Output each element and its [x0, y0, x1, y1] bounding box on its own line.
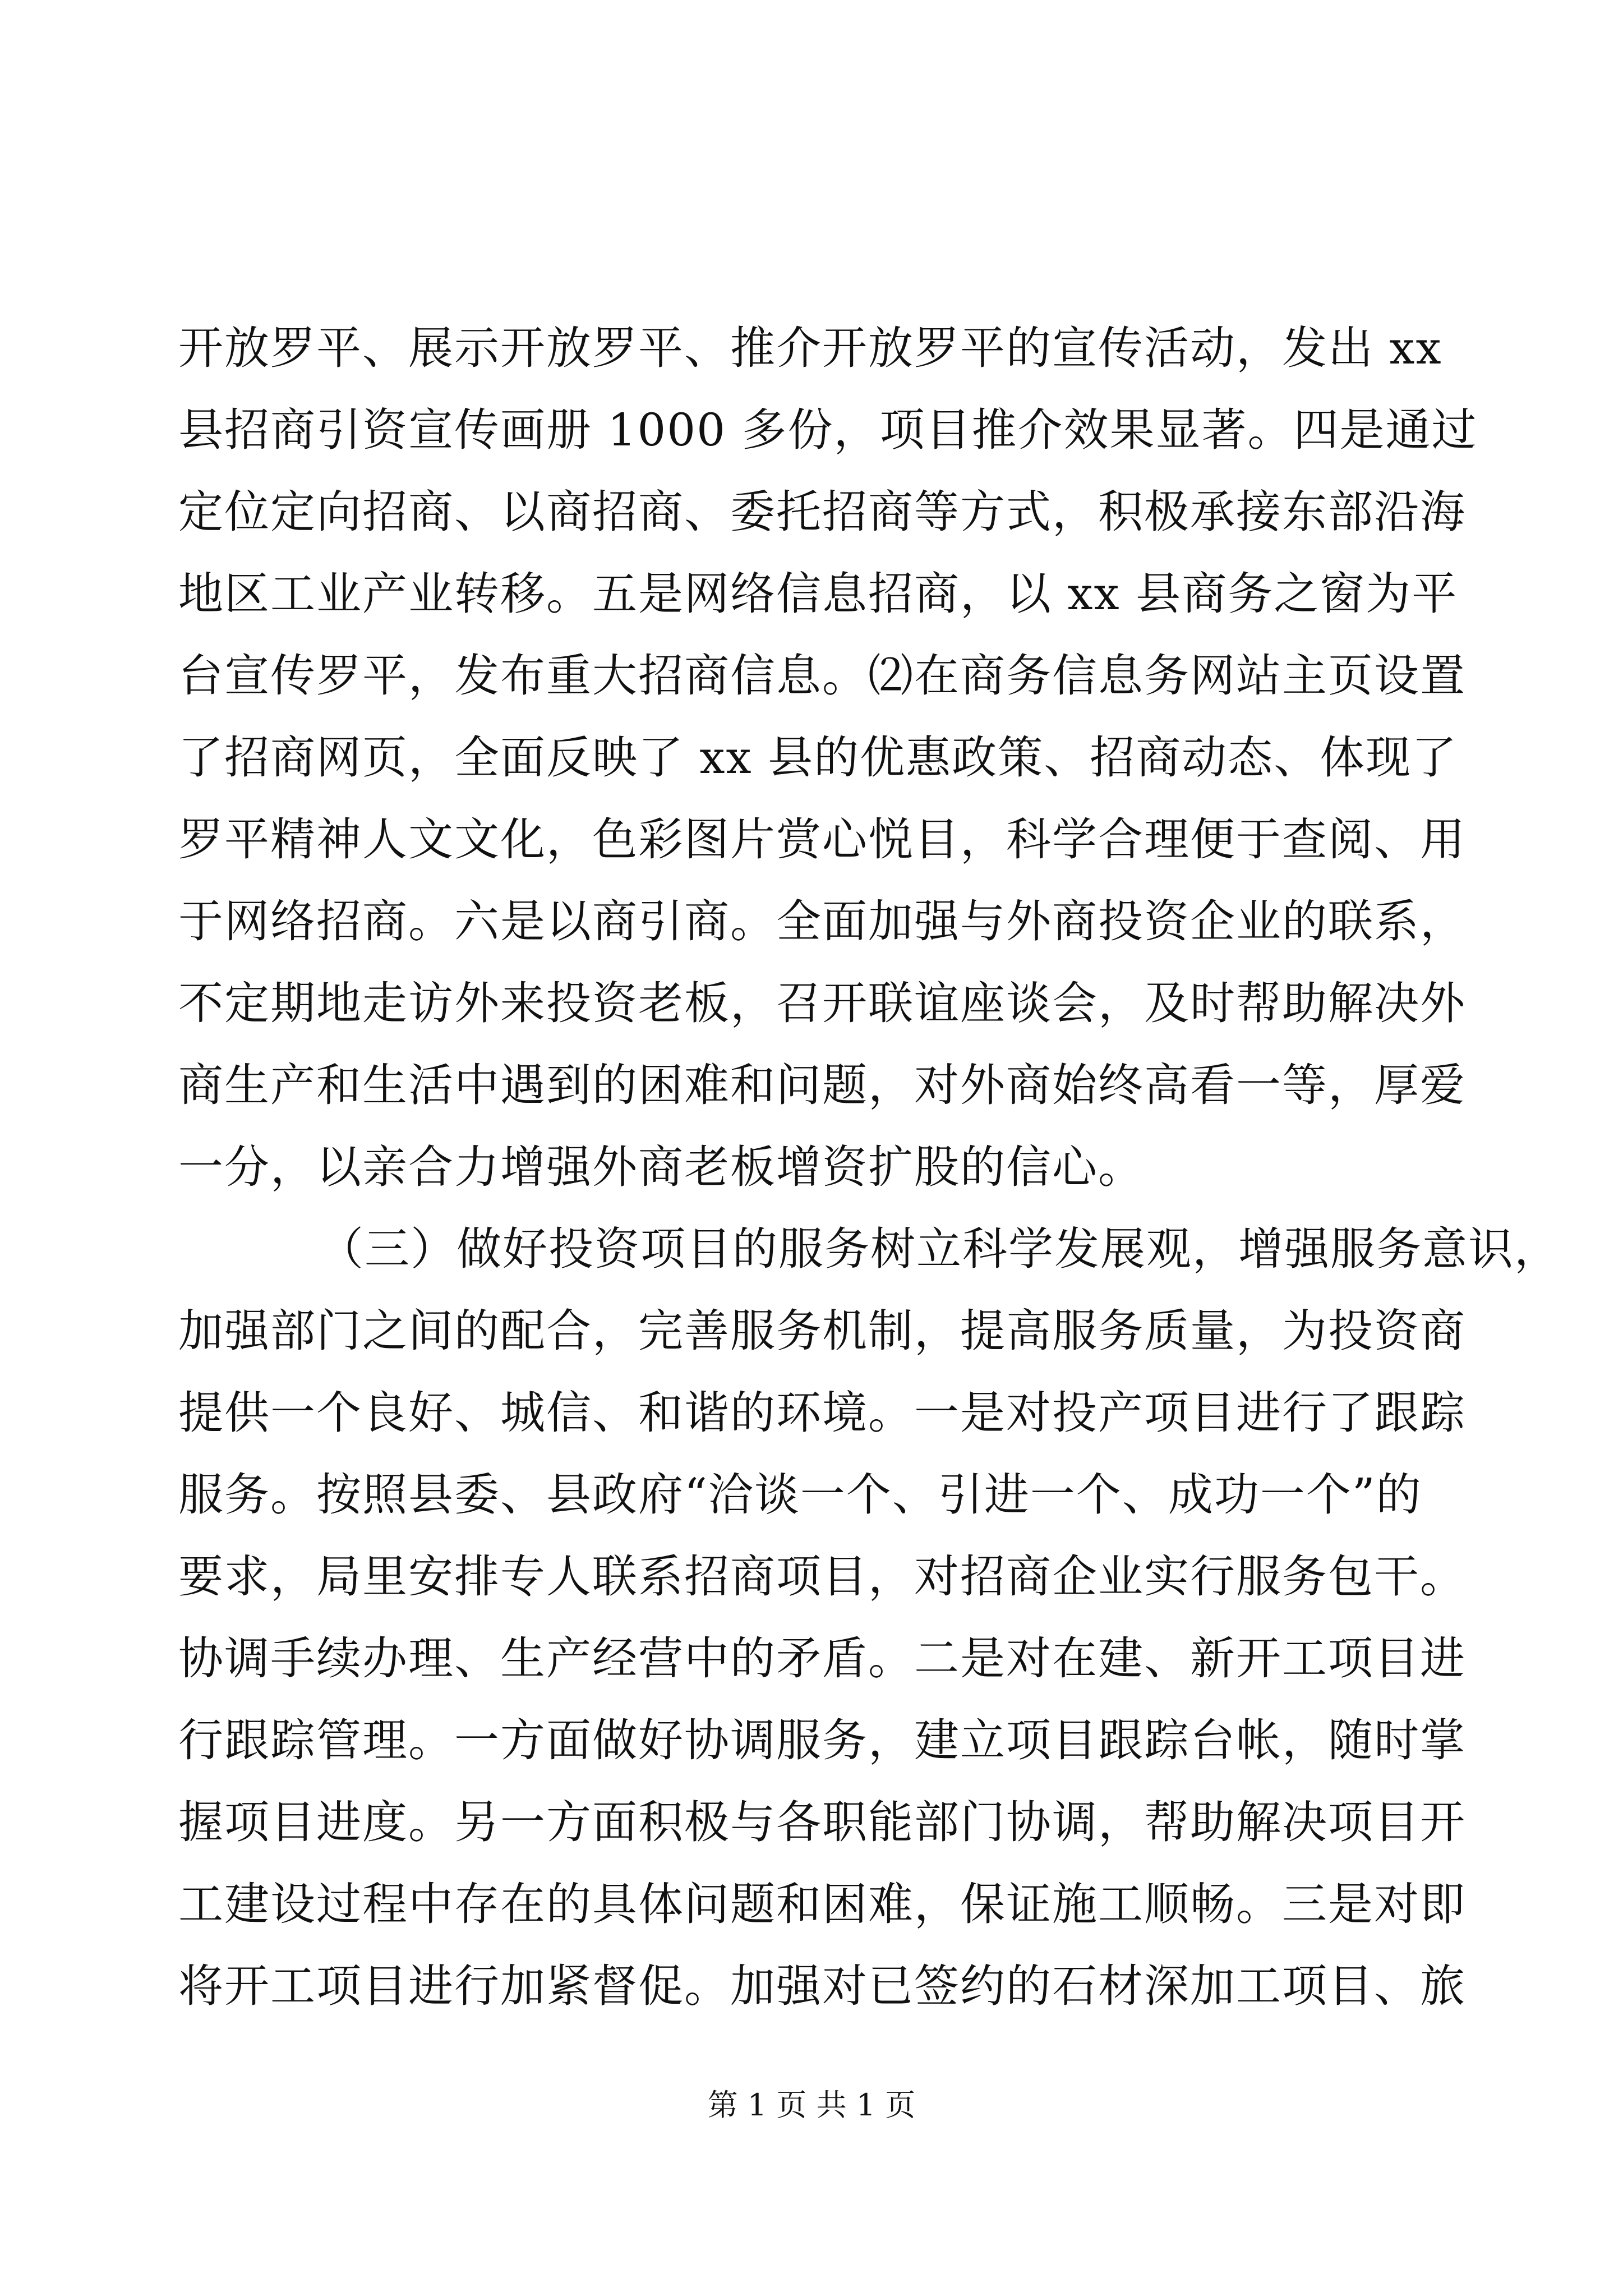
text-line: 开放罗平、展示开放罗平、推介开放罗平的宣传活动，发出 xx [178, 322, 1442, 374]
text-line: 商生产和生活中遇到的困难和问题，对外商始终高看一等，厚爱 [178, 1059, 1466, 1111]
text-line: 了招商网页，全面反映了 xx 县的优惠政策、招商动态、体现了 [178, 731, 1458, 784]
page-number: 第 1 页 共 1 页 [707, 2087, 916, 2123]
text-line: 行跟踪管理。一方面做好协调服务，建立项目跟踪台帐，随时掌 [178, 1714, 1466, 1766]
text-line: 台宣传罗平，发布重大招商信息。⑵在商务信息务网站主页设置 [178, 650, 1466, 702]
text-line: 将开工项目进行加紧督促。加强对已签约的石材深加工项目、旅 [178, 1960, 1466, 2012]
text-line: 县招商引资宣传画册 1000 多份，项目推介效果显著。四是通过 [178, 404, 1478, 456]
text-line: 握项目进度。另一方面积极与各职能部门协调，帮助解决项目开 [178, 1796, 1466, 1848]
text-line: 地区工业产业转移。五是网络信息招商，以 xx 县商务之窗为平 [178, 568, 1458, 620]
text-line: 加强部门之间的配合，完善服务机制，提高服务质量，为投资商 [178, 1305, 1466, 1357]
paragraph-1 [178, 307, 1478, 1208]
paragraph-2 [178, 1208, 1560, 2027]
text-line: 工建设过程中存在的具体问题和困难，保证施工顺畅。三是对即 [178, 1878, 1466, 1930]
page-footer [0, 2086, 1623, 2125]
text-line: 罗平精神人文文化，色彩图片赏心悦目，科学合理便于查阅、用 [178, 813, 1466, 866]
text-line: 要求，局里安排专人联系招商项目，对招商企业实行服务包干。 [178, 1550, 1466, 1603]
text-line: 提供一个良好、城信、和谐的环境。一是对投产项目进行了跟踪 [178, 1387, 1466, 1439]
text-line: 服务。按照县委、县政府“洽谈一个、引进一个、成功一个”的 [178, 1469, 1422, 1521]
text-line: 定位定向招商、以商招商、委托招商等方式，积极承接东部沿海 [178, 486, 1466, 538]
text-line: 于网络招商。六是以商引商。全面加强与外商投资企业的联系， [178, 895, 1466, 947]
text-line: 一分，以亲合力增强外商老板增资扩股的信心。 [178, 1141, 1144, 1193]
text-line: （三）做好投资项目的服务树立科学发展观，增强服务意识， [319, 1223, 1560, 1275]
text-line: 不定期地走访外来投资老板，召开联谊座谈会，及时帮助解决外 [178, 977, 1466, 1029]
text-line: 协调手续办理、生产经营中的矛盾。二是对在建、新开工项目进 [178, 1632, 1466, 1685]
body-text [178, 307, 1560, 2027]
